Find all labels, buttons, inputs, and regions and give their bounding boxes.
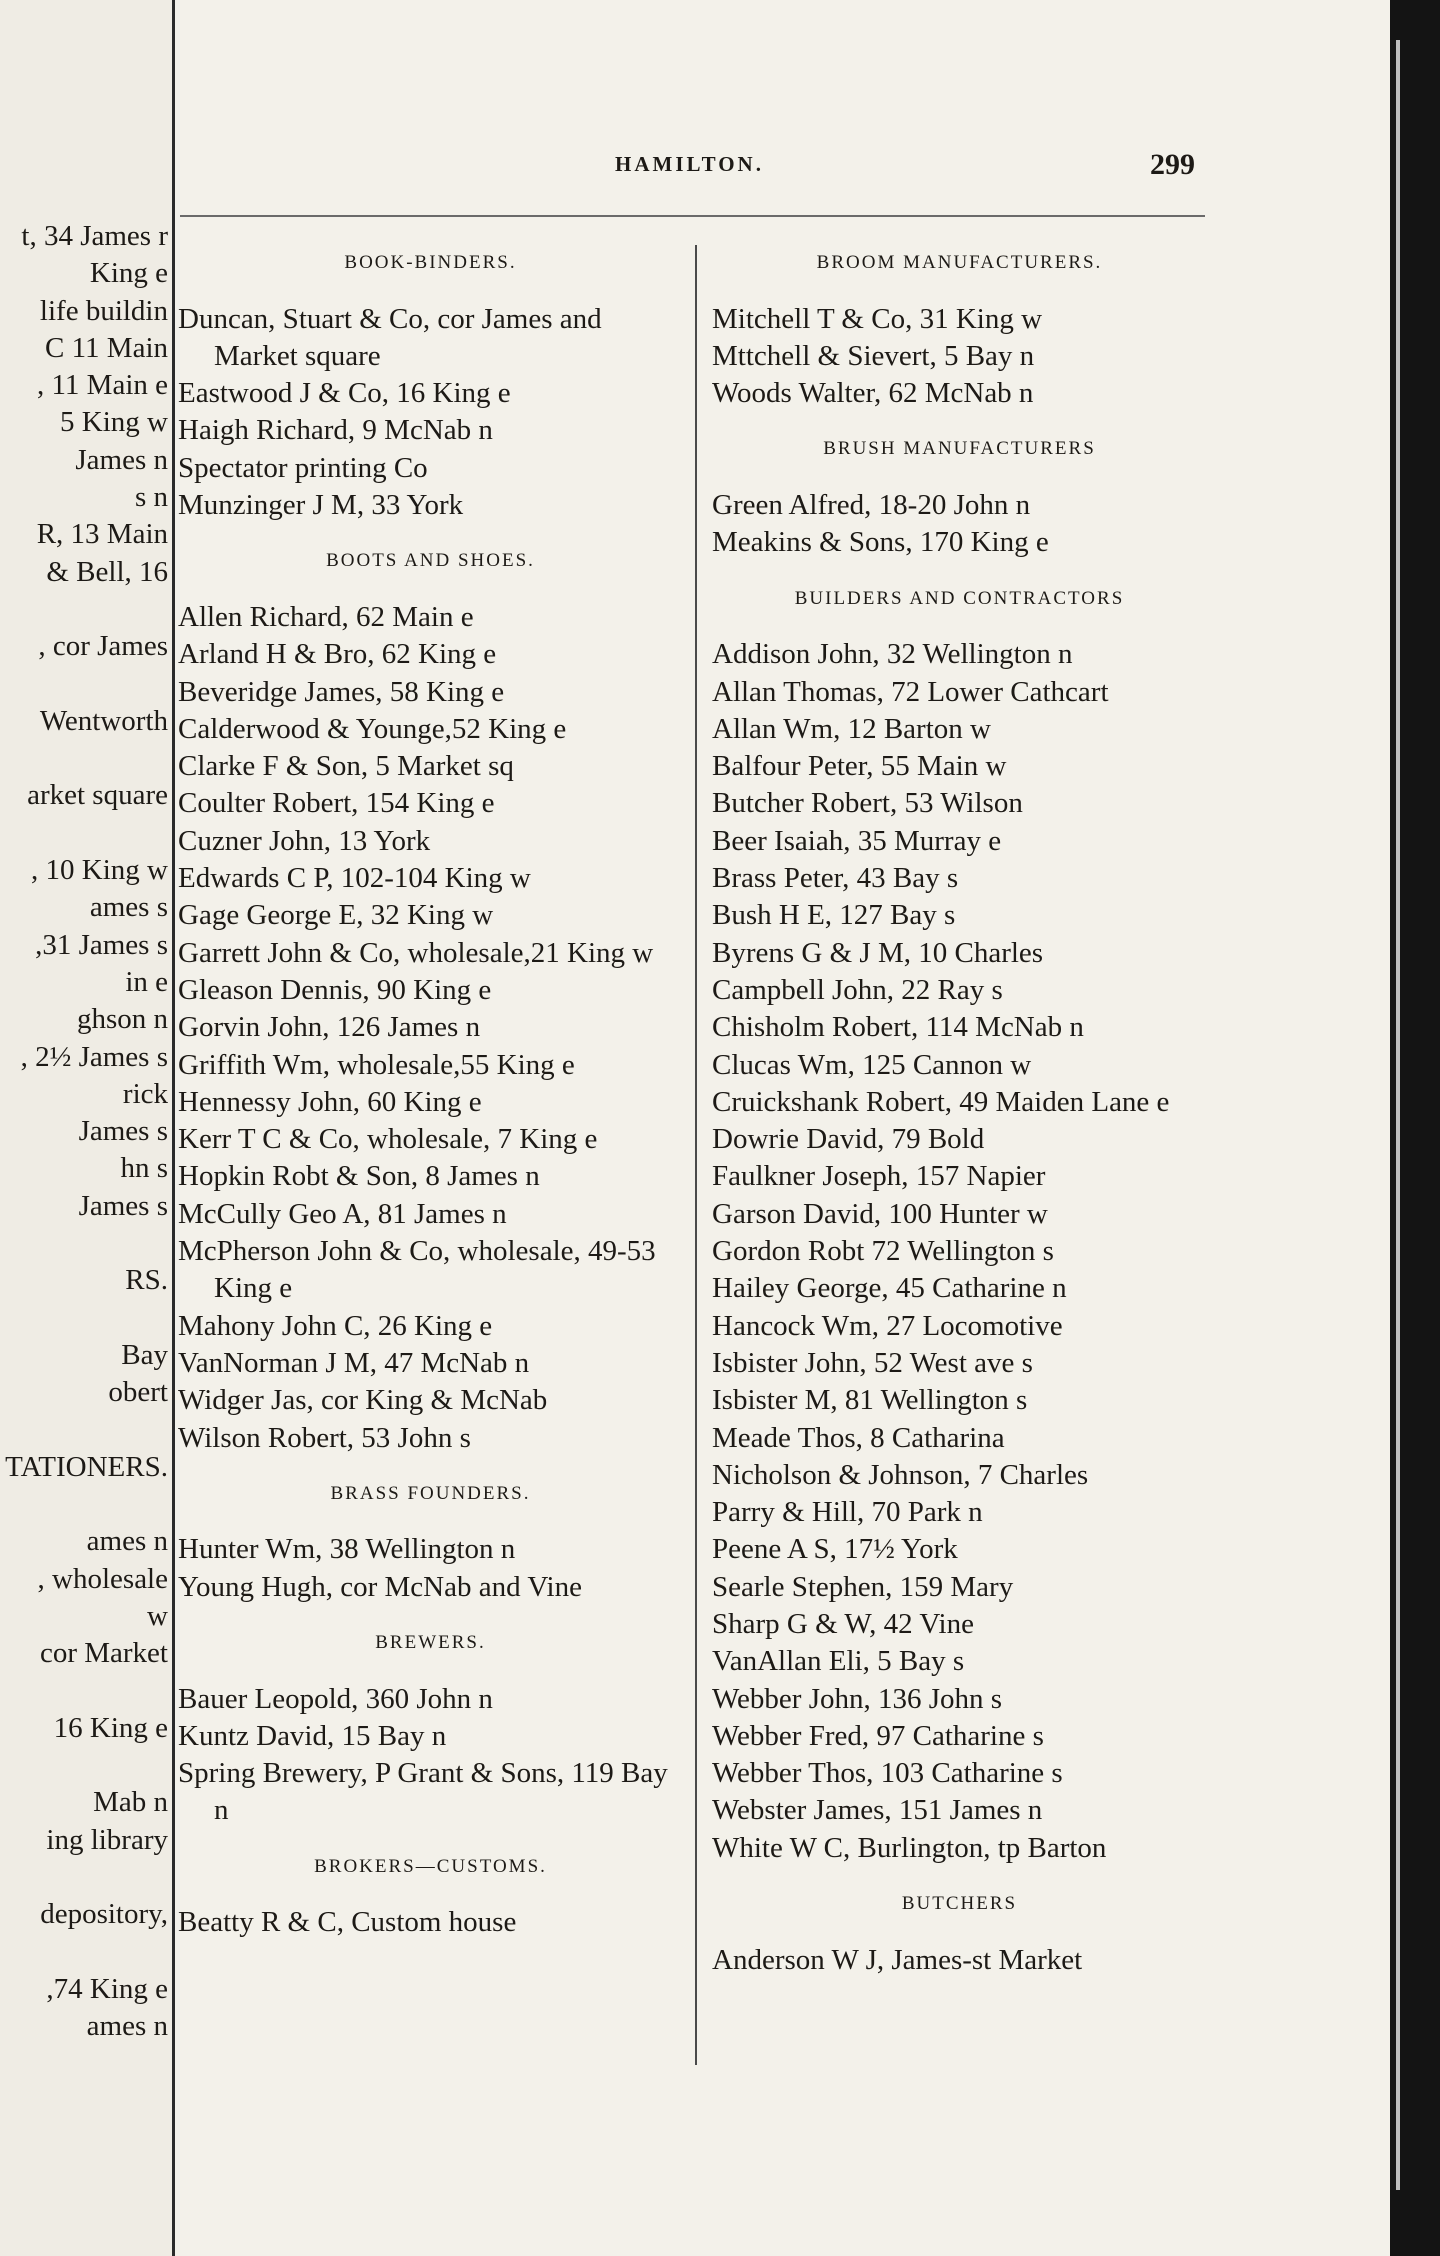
previous-page-fragment: R, 13 Main	[36, 518, 168, 551]
previous-page-fragment: , wholesale	[37, 1562, 168, 1595]
directory-entry: Webber John, 136 John s	[712, 1682, 1003, 1715]
previous-page-fragment: rick	[122, 1077, 168, 1110]
previous-page-fragment: James n	[75, 443, 168, 476]
previous-page-fragment: , 2½ James s	[20, 1040, 168, 1073]
previous-page-fragment: obert	[108, 1376, 168, 1409]
previous-page-fragment: hn s	[120, 1152, 168, 1185]
directory-entry: Kuntz David, 15 Bay n	[178, 1719, 447, 1752]
section-heading: BUTCHERS	[901, 1893, 1018, 1915]
directory-entry: Haigh Richard, 9 McNab n	[178, 414, 493, 447]
previous-page-fragment: t, 34 James r	[21, 220, 168, 252]
directory-entry: McCully Geo A, 81 James n	[178, 1197, 507, 1230]
directory-entry: Sharp G & W, 42 Vine	[712, 1607, 974, 1640]
previous-page-fragment: ames n	[86, 1525, 168, 1558]
directory-entry: Butcher Robert, 53 Wilson	[712, 787, 1023, 820]
previous-page-fragment: ,31 James s	[35, 928, 168, 961]
directory-entry: Hennessy John, 60 King e	[178, 1085, 482, 1118]
directory-entry: Meade Thos, 8 Catharina	[712, 1421, 1005, 1454]
previous-page-fragment: s n	[134, 481, 168, 514]
directory-entry: Hunter Wm, 38 Wellington n	[178, 1533, 516, 1566]
directory-entry: Isbister John, 52 West ave s	[712, 1346, 1033, 1379]
previous-page-fragment	[0, 1486, 172, 1523]
directory-entry: Woods Walter, 62 McNab n	[712, 377, 1034, 410]
directory-entry: Campbell John, 22 Ray s	[712, 973, 1003, 1006]
previous-page-fragment: ing library	[46, 1823, 168, 1856]
directory-entry: Hancock Wm, 27 Locomotive	[712, 1309, 1063, 1342]
directory-entry: Byrens G & J M, 10 Charles	[712, 936, 1044, 969]
header-rule	[180, 215, 1205, 217]
previous-page-fragment: 16 King e	[53, 1711, 168, 1744]
previous-page-fragment	[0, 1747, 172, 1784]
directory-entry: Bauer Leopold, 360 John n	[178, 1682, 493, 1715]
previous-page-edge	[0, 0, 175, 2256]
previous-page-fragment: ames s	[89, 891, 168, 924]
previous-page-fragment: Bay	[121, 1338, 168, 1371]
previous-page-fragment	[0, 1300, 172, 1337]
directory-entry: Clucas Wm, 125 Cannon w	[712, 1048, 1032, 1081]
previous-page-fragment: Wentworth	[39, 704, 168, 737]
previous-page-fragment: Mab n	[93, 1786, 168, 1819]
directory-entry: Mahony John C, 26 King e	[178, 1309, 493, 1342]
directory-entry: Cruickshank Robert, 49 Maiden Lane e	[712, 1085, 1170, 1118]
previous-page-fragment: & Bell, 16	[46, 555, 168, 588]
section-heading: BRUSH MANUFACTURERS	[823, 438, 1096, 460]
directory-entry: Mttchell & Sievert, 5 Bay n	[712, 339, 1035, 372]
previous-page-fragment	[0, 1412, 172, 1449]
directory-entry: Parry & Hill, 70 Park n	[712, 1496, 983, 1529]
previous-page-fragment: cor Market	[39, 1637, 168, 1670]
previous-page-fragment	[0, 1225, 172, 1262]
previous-page-fragments	[0, 218, 172, 2046]
directory-entry: Green Alfred, 18-20 John n	[712, 489, 1031, 522]
previous-page-fragment	[0, 815, 172, 852]
directory-entry: Duncan, Stuart & Co, cor James and Market square	[178, 302, 602, 372]
previous-page-fragment	[0, 740, 172, 777]
directory-entry: Garson David, 100 Hunter w	[712, 1197, 1048, 1230]
previous-page-fragment: 5 King w	[60, 406, 168, 439]
page-spine	[1396, 40, 1400, 2190]
directory-entry: Arland H & Bro, 62 King e	[178, 638, 497, 671]
directory-entry: Edwards C P, 102-104 King w	[178, 862, 531, 895]
previous-page-fragment: James s	[78, 1189, 168, 1222]
previous-page-fragment: James s	[78, 1115, 168, 1148]
directory-entry: Isbister M, 81 Wellington s	[712, 1384, 1028, 1417]
section-heading: BROOM MANUFACTURERS.	[816, 252, 1103, 273]
directory-entry: Meakins & Sons, 170 King e	[712, 526, 1049, 559]
section-heading: BUILDERS AND CONTRACTORS	[794, 587, 1125, 609]
directory-entry: Griffith Wm, wholesale,55 King e	[178, 1048, 575, 1081]
directory-entry: VanNorman J M, 47 McNab n	[178, 1346, 530, 1379]
directory-entry: Allen Richard, 62 Main e	[178, 600, 474, 633]
directory-entry: Garrett John & Co, wholesale,21 King w	[178, 936, 654, 969]
directory-entry: Allan Thomas, 72 Lower Cathcart	[712, 675, 1109, 708]
directory-entry: Calderwood & Younge,52 King e	[178, 712, 567, 745]
directory-entry: Clarke F & Son, 5 Market sq	[178, 750, 514, 783]
directory-entry: Hopkin Robt & Son, 8 James n	[178, 1160, 540, 1193]
directory-entry: Gordon Robt 72 Wellington s	[712, 1235, 1054, 1268]
directory-entry: Allan Wm, 12 Barton w	[712, 712, 991, 745]
previous-page-fragment: , cor James	[38, 630, 168, 663]
previous-page-fragment: w	[147, 1599, 168, 1632]
directory-entry: Hailey George, 45 Catharine n	[712, 1272, 1067, 1305]
directory-entry: Searle Stephen, 159 Mary	[712, 1570, 1014, 1603]
directory-entry: Faulkner Joseph, 157 Napier	[712, 1160, 1046, 1193]
previous-page-fragment: arket square	[27, 779, 168, 812]
previous-page-fragment: ames n	[86, 2010, 168, 2043]
previous-page-fragment	[0, 666, 172, 703]
directory-entry: McPherson John & Co, wholesale, 49-53 King e	[178, 1235, 656, 1305]
previous-page-fragment	[0, 1934, 172, 1971]
running-head: HAMILTON.	[615, 152, 764, 176]
directory-entry: Beer Isaiah, 35 Murray e	[712, 824, 1002, 857]
section-heading: BROKERS—CUSTOMS.	[314, 1855, 547, 1877]
directory-entry: Brass Peter, 43 Bay s	[712, 862, 959, 895]
directory-entry: Bush H E, 127 Bay s	[712, 899, 956, 932]
directory-entry: Webster James, 151 James n	[712, 1794, 1043, 1827]
directory-entry: Beveridge James, 58 King e	[178, 675, 505, 708]
previous-page-fragment: life buildin	[39, 294, 168, 327]
directory-entry: Coulter Robert, 154 King e	[178, 787, 495, 820]
directory-entry: Munzinger J M, 33 York	[178, 489, 464, 522]
directory-entry: Webber Thos, 103 Catharine s	[712, 1757, 1063, 1790]
directory-entry: Eastwood J & Co, 16 King e	[178, 377, 511, 410]
previous-page-fragment: , 11 Main e	[36, 369, 168, 402]
directory-entry: Kerr T C & Co, wholesale, 7 King e	[178, 1123, 598, 1156]
previous-page-fragment: RS.	[125, 1264, 168, 1297]
previous-page-fragment	[0, 591, 172, 628]
previous-page-fragment: TATIONERS.	[5, 1450, 168, 1483]
directory-entry: VanAllan Eli, 5 Bay s	[712, 1645, 965, 1678]
directory-entry: Cuzner John, 13 York	[178, 824, 431, 857]
directory-entry: Gage George E, 32 King w	[178, 899, 494, 932]
directory-entry: Balfour Peter, 55 Main w	[712, 750, 1007, 783]
directory-entry: Dowrie David, 79 Bold	[712, 1123, 985, 1156]
directory-entry: White W C, Burlington, tp Barton	[712, 1831, 1107, 1864]
middle-column	[178, 226, 683, 1942]
directory-entry: Mitchell T & Co, 31 King w	[712, 302, 1043, 335]
section-heading: BREWERS.	[375, 1631, 486, 1653]
previous-page-fragment: , 10 King w	[31, 854, 168, 887]
directory-entry: Beatty R & C, Custom house	[178, 1906, 517, 1939]
previous-page-fragment: King e	[89, 257, 168, 290]
directory-entry: Gleason Dennis, 90 King e	[178, 973, 492, 1006]
previous-page-fragment: ,74 King e	[46, 1972, 168, 2005]
previous-page-fragment: C 11 Main	[45, 331, 168, 364]
directory-entry: Wilson Robert, 53 John s	[178, 1421, 471, 1454]
previous-page-fragment: depository,	[40, 1898, 168, 1931]
section-heading: BRASS FOUNDERS.	[330, 1482, 531, 1504]
directory-entry: Anderson W J, James-st Market	[712, 1943, 1083, 1976]
directory-entry: Webber Fred, 97 Catharine s	[712, 1719, 1044, 1752]
directory-entry: Addison John, 32 Wellington n	[712, 638, 1073, 671]
directory-entry: Young Hugh, cor McNab and Vine	[178, 1570, 582, 1603]
right-column	[712, 226, 1207, 1979]
directory-entry: Chisholm Robert, 114 McNab n	[712, 1011, 1084, 1044]
directory-entry: Gorvin John, 126 James n	[178, 1011, 481, 1044]
previous-page-fragment	[0, 1859, 172, 1896]
section-heading: BOOK-BINDERS.	[344, 252, 517, 273]
page-number: 299	[1150, 148, 1195, 181]
directory-entry: Spectator printing Co	[178, 451, 428, 484]
directory-entry: Widger Jas, cor King & McNab	[178, 1384, 548, 1417]
directory-entry: Spring Brewery, P Grant & Sons, 119 Bay n	[178, 1757, 668, 1827]
previous-page-fragment: ghson n	[76, 1003, 168, 1036]
directory-entry: Nicholson & Johnson, 7 Charles	[712, 1458, 1089, 1491]
section-heading: BOOTS AND SHOES.	[326, 550, 535, 572]
previous-page-fragment	[0, 1673, 172, 1710]
column-divider	[695, 245, 697, 2065]
previous-page-fragment: in e	[125, 965, 168, 998]
directory-entry: Peene A S, 17½ York	[712, 1533, 958, 1566]
